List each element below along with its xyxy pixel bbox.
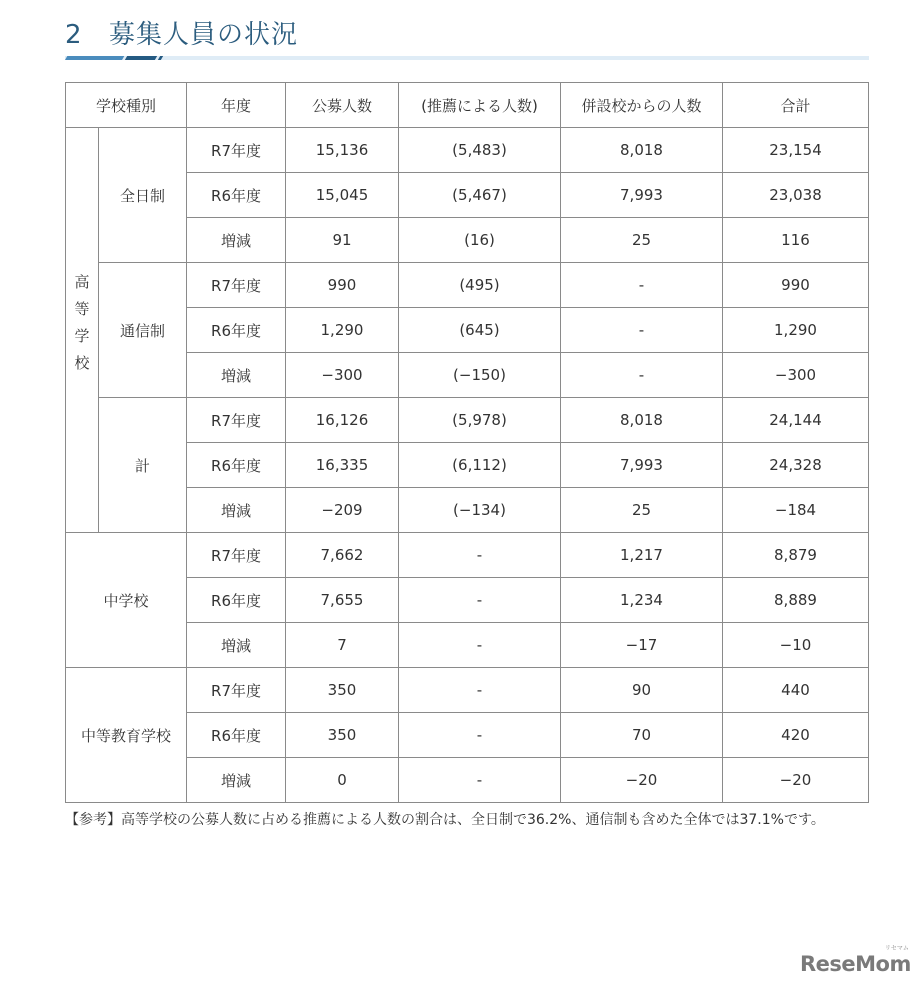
table-row	[66, 263, 869, 308]
table-row	[66, 758, 869, 803]
table-row	[66, 398, 869, 443]
table-row	[66, 173, 869, 218]
section-heading	[65, 14, 298, 51]
cell-affiliated: −20	[561, 758, 723, 803]
table-row	[66, 218, 869, 263]
cell-year: R7年度	[187, 398, 286, 443]
section-number: 2	[65, 20, 83, 50]
table-row	[66, 443, 869, 488]
table-row	[66, 533, 869, 578]
cell-total: −20	[723, 758, 869, 803]
cell-affiliated: 90	[561, 668, 723, 713]
cell-total: 420	[723, 713, 869, 758]
cell-public: 15,136	[286, 128, 399, 173]
cell-affiliated: 8,018	[561, 128, 723, 173]
logo-text: ReseMom	[800, 952, 911, 976]
cell-public: 15,045	[286, 173, 399, 218]
cell-recommended: (6,112)	[399, 443, 561, 488]
category-junior-high: 中学校	[66, 533, 187, 668]
header-recommended: (推薦による人数)	[399, 83, 561, 128]
cell-total: 990	[723, 263, 869, 308]
table-row	[66, 713, 869, 758]
category-high-school: 高等学校	[66, 128, 99, 533]
cell-recommended: (5,483)	[399, 128, 561, 173]
cell-recommended: (5,978)	[399, 398, 561, 443]
cell-affiliated: 1,217	[561, 533, 723, 578]
logo-ruby: リセマム	[884, 945, 909, 952]
cell-affiliated: 25	[561, 488, 723, 533]
subgroup-subtotal: 計	[99, 398, 187, 533]
cell-public: 0	[286, 758, 399, 803]
cell-public: −209	[286, 488, 399, 533]
table-row	[66, 623, 869, 668]
cell-year: R7年度	[187, 533, 286, 578]
cell-total: −300	[723, 353, 869, 398]
subgroup-fulltime: 全日制	[99, 128, 187, 263]
table-row	[66, 128, 869, 173]
header-public: 公募人数	[286, 83, 399, 128]
cell-public: 7	[286, 623, 399, 668]
cell-recommended: (645)	[399, 308, 561, 353]
header-school-type: 学校種別	[66, 83, 187, 128]
cell-recommended: -	[399, 533, 561, 578]
cell-year: 増減	[187, 623, 286, 668]
table-row	[66, 353, 869, 398]
subgroup-correspondence: 通信制	[99, 263, 187, 398]
cell-affiliated: -	[561, 308, 723, 353]
cell-affiliated: -	[561, 353, 723, 398]
cell-recommended: -	[399, 713, 561, 758]
cell-recommended: -	[399, 758, 561, 803]
cell-total: 23,038	[723, 173, 869, 218]
cell-year: R6年度	[187, 443, 286, 488]
cell-recommended: -	[399, 623, 561, 668]
cell-public: 7,655	[286, 578, 399, 623]
cell-total: 440	[723, 668, 869, 713]
cell-total: −10	[723, 623, 869, 668]
reference-note: 【参考】高等学校の公募人数に占める推薦による人数の割合は、全日制で36.2%、通信制も含めた全体では37.1%です。	[65, 812, 825, 828]
table-header-row	[66, 83, 869, 128]
cell-recommended: (−150)	[399, 353, 561, 398]
cell-total: 116	[723, 218, 869, 263]
cell-public: 16,126	[286, 398, 399, 443]
cell-affiliated: 7,993	[561, 173, 723, 218]
cell-total: −184	[723, 488, 869, 533]
cell-year: 増減	[187, 488, 286, 533]
table-row	[66, 668, 869, 713]
divider-accent-light	[65, 56, 124, 60]
cell-public: 16,335	[286, 443, 399, 488]
cell-year: R6年度	[187, 308, 286, 353]
table-row	[66, 578, 869, 623]
section-title: 募集人員の状況	[109, 20, 299, 50]
header-total: 合計	[723, 83, 869, 128]
cell-year: 増減	[187, 758, 286, 803]
cell-recommended: (−134)	[399, 488, 561, 533]
cell-affiliated: 25	[561, 218, 723, 263]
cell-total: 8,889	[723, 578, 869, 623]
table-row	[66, 488, 869, 533]
cell-total: 24,144	[723, 398, 869, 443]
cell-public: 7,662	[286, 533, 399, 578]
resemom-logo	[800, 945, 911, 976]
cell-year: R7年度	[187, 668, 286, 713]
cell-recommended: (16)	[399, 218, 561, 263]
cell-year: 増減	[187, 218, 286, 263]
cell-total: 24,328	[723, 443, 869, 488]
divider-track	[65, 56, 869, 60]
cell-total: 1,290	[723, 308, 869, 353]
divider-accent-dark	[125, 56, 157, 60]
cell-total: 8,879	[723, 533, 869, 578]
cell-public: 350	[286, 713, 399, 758]
cell-public: 350	[286, 668, 399, 713]
cell-affiliated: 7,993	[561, 443, 723, 488]
cell-public: 990	[286, 263, 399, 308]
recruitment-table	[65, 82, 869, 803]
cell-total: 23,154	[723, 128, 869, 173]
header-affiliated: 併設校からの人数	[561, 83, 723, 128]
cell-public: 1,290	[286, 308, 399, 353]
cell-year: R6年度	[187, 578, 286, 623]
cell-public: 91	[286, 218, 399, 263]
cell-public: −300	[286, 353, 399, 398]
category-secondary-school: 中等教育学校	[66, 668, 187, 803]
header-year: 年度	[187, 83, 286, 128]
cell-year: R7年度	[187, 263, 286, 308]
cell-affiliated: −17	[561, 623, 723, 668]
cell-recommended: (495)	[399, 263, 561, 308]
cell-affiliated: 70	[561, 713, 723, 758]
cell-year: R7年度	[187, 128, 286, 173]
cell-affiliated: 8,018	[561, 398, 723, 443]
cell-year: R6年度	[187, 173, 286, 218]
cell-affiliated: 1,234	[561, 578, 723, 623]
cell-recommended: -	[399, 668, 561, 713]
cell-recommended: (5,467)	[399, 173, 561, 218]
heading-divider	[65, 56, 869, 60]
table-row	[66, 308, 869, 353]
cell-year: 増減	[187, 353, 286, 398]
cell-affiliated: -	[561, 263, 723, 308]
cell-year: R6年度	[187, 713, 286, 758]
cell-recommended: -	[399, 578, 561, 623]
